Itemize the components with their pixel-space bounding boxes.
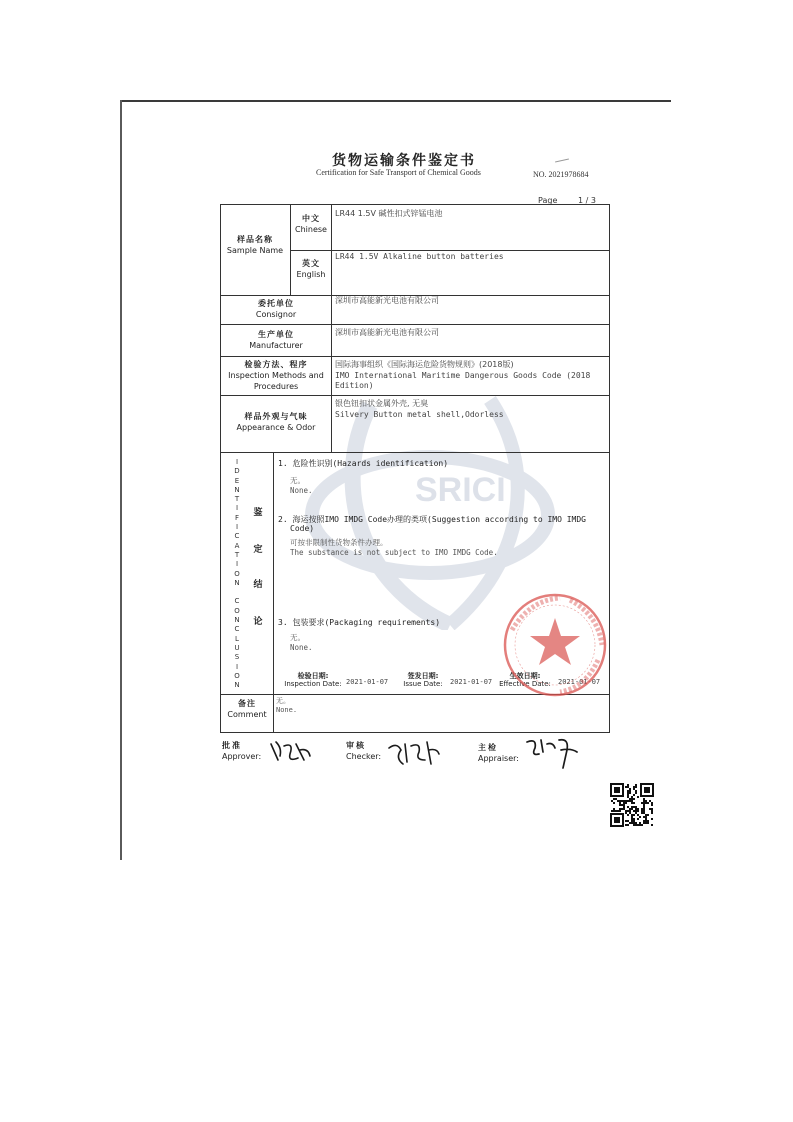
qr-module (629, 790, 631, 792)
qr-module (633, 814, 635, 816)
qr-module (625, 786, 627, 788)
section2-cn: 可按非限制性货物条件办理。 (290, 538, 388, 547)
qr-module (613, 808, 615, 810)
qr-module (613, 802, 615, 804)
qr-module (641, 824, 643, 826)
qr-module (627, 784, 629, 786)
qr-module (635, 822, 637, 824)
checker-signature (385, 738, 441, 768)
section2-title: 2. 海运按照IMO IMDG Code办理的类项(Suggestion according to IMO IMDG (278, 515, 587, 524)
qr-module (651, 810, 653, 812)
document-title-cn: 货物运输条件鉴定书 (332, 153, 476, 169)
qr-module (623, 808, 625, 810)
qr-module (619, 802, 621, 804)
qr-module (643, 812, 645, 814)
qr-module (631, 808, 633, 810)
qr-module (643, 798, 645, 800)
vertical-letter: F (234, 513, 240, 522)
vertical-letter: T (234, 550, 240, 559)
sample-name-label: 样品名称 Sample Name (226, 235, 284, 255)
row-divider (290, 250, 610, 251)
vertical-letter: O (234, 606, 240, 615)
vertical-letter: O (234, 671, 240, 680)
qr-module (631, 822, 633, 824)
qr-module (629, 822, 631, 824)
conclusion-char-4: 论 (253, 617, 263, 627)
qr-module (627, 814, 629, 816)
qr-module (613, 810, 615, 812)
vertical-letter: L (235, 634, 239, 643)
qr-module (643, 806, 645, 808)
qr-module (635, 824, 637, 826)
qr-module (645, 816, 647, 818)
qr-module (647, 802, 649, 804)
approver-signature (268, 738, 312, 766)
vertical-letter: T (234, 495, 240, 504)
qr-module (633, 824, 635, 826)
qr-module (635, 812, 637, 814)
qr-module (633, 810, 635, 812)
qr-module (631, 802, 633, 804)
watermark-text: SRICI (415, 471, 506, 509)
vertical-letter: N (234, 681, 240, 690)
qr-module (625, 800, 627, 802)
qr-module (633, 802, 635, 804)
qr-module (629, 798, 631, 800)
appraiser-label: 主检 Appraiser: (478, 743, 519, 763)
identification-conclusion-vertical-label (232, 458, 242, 690)
qr-module (641, 802, 643, 804)
qr-module (645, 800, 647, 802)
company-seal-stamp (500, 590, 610, 700)
methods-label: 检验方法、程序 Inspection Methods and Procedures (228, 360, 324, 391)
row-divider (220, 324, 610, 325)
qr-module (641, 810, 643, 812)
qr-module (625, 810, 627, 812)
qr-module (643, 804, 645, 806)
qr-module (647, 822, 649, 824)
qr-module (627, 806, 629, 808)
qr-module (627, 824, 629, 826)
qr-module (651, 808, 653, 810)
consignor-label: 委托单位 Consignor (255, 299, 297, 319)
qr-module (627, 796, 629, 798)
qr-module (627, 810, 629, 812)
section3-cn: 无。 (290, 633, 305, 642)
qr-module (635, 792, 637, 794)
manufacturer-value: 深圳市高能新光电池有限公司 (335, 328, 439, 337)
vertical-letter: E (234, 476, 240, 485)
vertical-letter: N (234, 616, 240, 625)
appearance-label: 样品外观与气味 Appearance & Odor (236, 412, 316, 432)
qr-module (635, 808, 637, 810)
qr-module (651, 812, 653, 814)
qr-module (631, 816, 633, 818)
qr-module (635, 784, 637, 786)
qr-module (625, 802, 627, 804)
qr-module (627, 790, 629, 792)
chinese-label: 中文 Chinese (295, 214, 327, 234)
page-number: 1 / 3 (578, 196, 596, 205)
qr-module (631, 818, 633, 820)
effective-date-label: 生效日期: Effective Date: (499, 672, 551, 688)
qr-module (643, 816, 645, 818)
qr-module (619, 800, 621, 802)
scan-border-top (121, 100, 671, 102)
section2-title-cont: Code) (290, 524, 315, 533)
effective-date-value: 2021-01-07 (558, 678, 601, 686)
conclusion-char-1: 鉴 (253, 508, 263, 518)
qr-module (621, 804, 623, 806)
qr-module (651, 824, 653, 826)
qr-module (637, 810, 639, 812)
qr-module (635, 810, 637, 812)
qr-module (621, 800, 623, 802)
qr-module (627, 800, 629, 802)
qr-module (651, 802, 653, 804)
conclusion-char-3: 结 (253, 580, 263, 590)
vertical-letter: O (234, 569, 240, 578)
qr-module (637, 796, 639, 798)
qr-module (641, 808, 643, 810)
qr-module (623, 800, 625, 802)
qr-module (631, 796, 633, 798)
qr-module (621, 808, 623, 810)
col-divider (331, 204, 332, 453)
qr-module (627, 820, 629, 822)
issue-date-label: 签发日期: Issue Date: (403, 672, 443, 688)
vertical-letter: I (235, 504, 239, 513)
qr-module (633, 794, 635, 796)
qr-module (645, 818, 647, 820)
qr-module (631, 798, 633, 800)
vertical-letter: I (235, 523, 239, 532)
qr-module (627, 786, 629, 788)
vertical-letter: C (234, 532, 240, 541)
qr-module (627, 792, 629, 794)
qr-module (623, 806, 625, 808)
qr-module (619, 808, 621, 810)
vertical-letter: I (235, 458, 239, 466)
qr-module (633, 822, 635, 824)
vertical-letter: C (234, 597, 240, 606)
qr-module (647, 820, 649, 822)
section1-cn: 无。 (290, 476, 305, 485)
qr-code (610, 783, 654, 827)
qr-module (649, 808, 651, 810)
col-divider (273, 452, 274, 733)
qr-module (637, 808, 639, 810)
comment-value-en: None. (276, 706, 298, 714)
section3-en: None. (290, 643, 313, 652)
english-label: 英文 English (296, 259, 326, 279)
qr-module (637, 818, 639, 820)
section3-title: 3. 包装要求(Packaging requirements) (278, 618, 441, 627)
qr-module (643, 802, 645, 804)
section1-title: 1. 危险性识别(Hazards identification) (278, 459, 449, 468)
qr-module (633, 806, 635, 808)
comment-label: 备注 Comment (227, 699, 267, 719)
pen-mark (555, 159, 569, 163)
qr-module (633, 788, 635, 790)
conclusion-char-2: 定 (253, 545, 263, 555)
qr-module (625, 824, 627, 826)
qr-module (643, 820, 645, 822)
qr-module (633, 818, 635, 820)
vertical-letter (232, 588, 242, 597)
row-divider (220, 452, 610, 453)
qr-module (619, 810, 621, 812)
qr-module (615, 798, 617, 800)
qr-module (617, 810, 619, 812)
qr-module (629, 792, 631, 794)
qr-module (633, 820, 635, 822)
sample-name-english-value: LR44 1.5V Alkaline button batteries (335, 252, 504, 261)
row-divider (220, 356, 610, 357)
qr-module (631, 800, 633, 802)
qr-module (651, 818, 653, 820)
checker-label: 审核 Checker: (346, 741, 382, 761)
appraiser-signature (523, 736, 579, 770)
vertical-letter: A (234, 541, 240, 550)
sample-name-chinese-value: LR44 1.5V 碱性扣式锌锰电池 (335, 209, 443, 218)
qr-module (617, 800, 619, 802)
qr-module (629, 800, 631, 802)
inspection-date-label: 检验日期: Inspection Date: (284, 672, 342, 688)
qr-module (643, 808, 645, 810)
manufacturer-label: 生产单位 Manufacturer (249, 330, 303, 350)
qr-module (633, 798, 635, 800)
qr-module (631, 814, 633, 816)
qr-module (631, 806, 633, 808)
qr-module (647, 814, 649, 816)
qr-module (625, 812, 627, 814)
qr-module (629, 812, 631, 814)
qr-module (623, 802, 625, 804)
qr-module (633, 786, 635, 788)
section1-en: None. (290, 486, 313, 495)
comment-value-cn: 无。 (276, 697, 290, 705)
qr-module (629, 810, 631, 812)
qr-module (635, 786, 637, 788)
qr-module (627, 794, 629, 796)
page-label: Page (538, 196, 558, 205)
qr-module (645, 820, 647, 822)
vertical-letter: N (234, 578, 240, 587)
methods-value-cn: 国际海事组织《国际海运危险货物规则》(2018版) (335, 360, 514, 369)
qr-module (629, 808, 631, 810)
qr-module (611, 800, 613, 802)
qr-module (625, 820, 627, 822)
qr-module (613, 798, 615, 800)
qr-module (651, 804, 653, 806)
qr-module (631, 820, 633, 822)
qr-module (639, 816, 641, 818)
vertical-letter: I (235, 662, 239, 671)
vertical-letter: C (234, 625, 240, 634)
methods-value-en: IMO International Maritime Dangerous Goods Code (2018 (335, 371, 591, 380)
vertical-letter: I (235, 560, 239, 569)
methods-value-en-2: Edition) (335, 381, 374, 390)
qr-module (645, 814, 647, 816)
consignor-value: 深圳市高能新光电池有限公司 (335, 296, 439, 305)
document-title-en: Certification for Safe Transport of Chemical Goods (316, 168, 481, 177)
qr-module (641, 812, 643, 814)
section2-en: The substance is not subject to IMO IMDG Code. (290, 548, 498, 557)
qr-module (643, 822, 645, 824)
certificate-number: NO. 2021978684 (533, 170, 589, 179)
qr-module (637, 824, 639, 826)
qr-module (629, 788, 631, 790)
vertical-letter: D (234, 467, 240, 476)
qr-module (623, 804, 625, 806)
vertical-letter: N (234, 485, 240, 494)
qr-module (643, 800, 645, 802)
vertical-letter: S (234, 653, 240, 662)
issue-date-value: 2021-01-07 (450, 678, 493, 686)
row-divider (220, 395, 610, 396)
qr-module (645, 822, 647, 824)
appearance-value-cn: 银色钮扣状金属外壳, 无臭 (335, 399, 429, 408)
qr-module (611, 810, 613, 812)
qr-module (643, 810, 645, 812)
qr-module (645, 802, 647, 804)
qr-module (635, 790, 637, 792)
qr-module (649, 800, 651, 802)
appearance-value-en: Silvery Button metal shell,Odorless (335, 410, 504, 419)
vertical-letter: U (234, 643, 240, 652)
qr-module (635, 806, 637, 808)
qr-module (639, 824, 641, 826)
scan-border-left (120, 100, 122, 860)
qr-module (639, 822, 641, 824)
approver-label: 批准 Approver: (222, 741, 262, 761)
qr-module (637, 814, 639, 816)
qr-module (615, 810, 617, 812)
inspection-date-value: 2021-01-07 (346, 678, 389, 686)
qr-module (619, 804, 621, 806)
